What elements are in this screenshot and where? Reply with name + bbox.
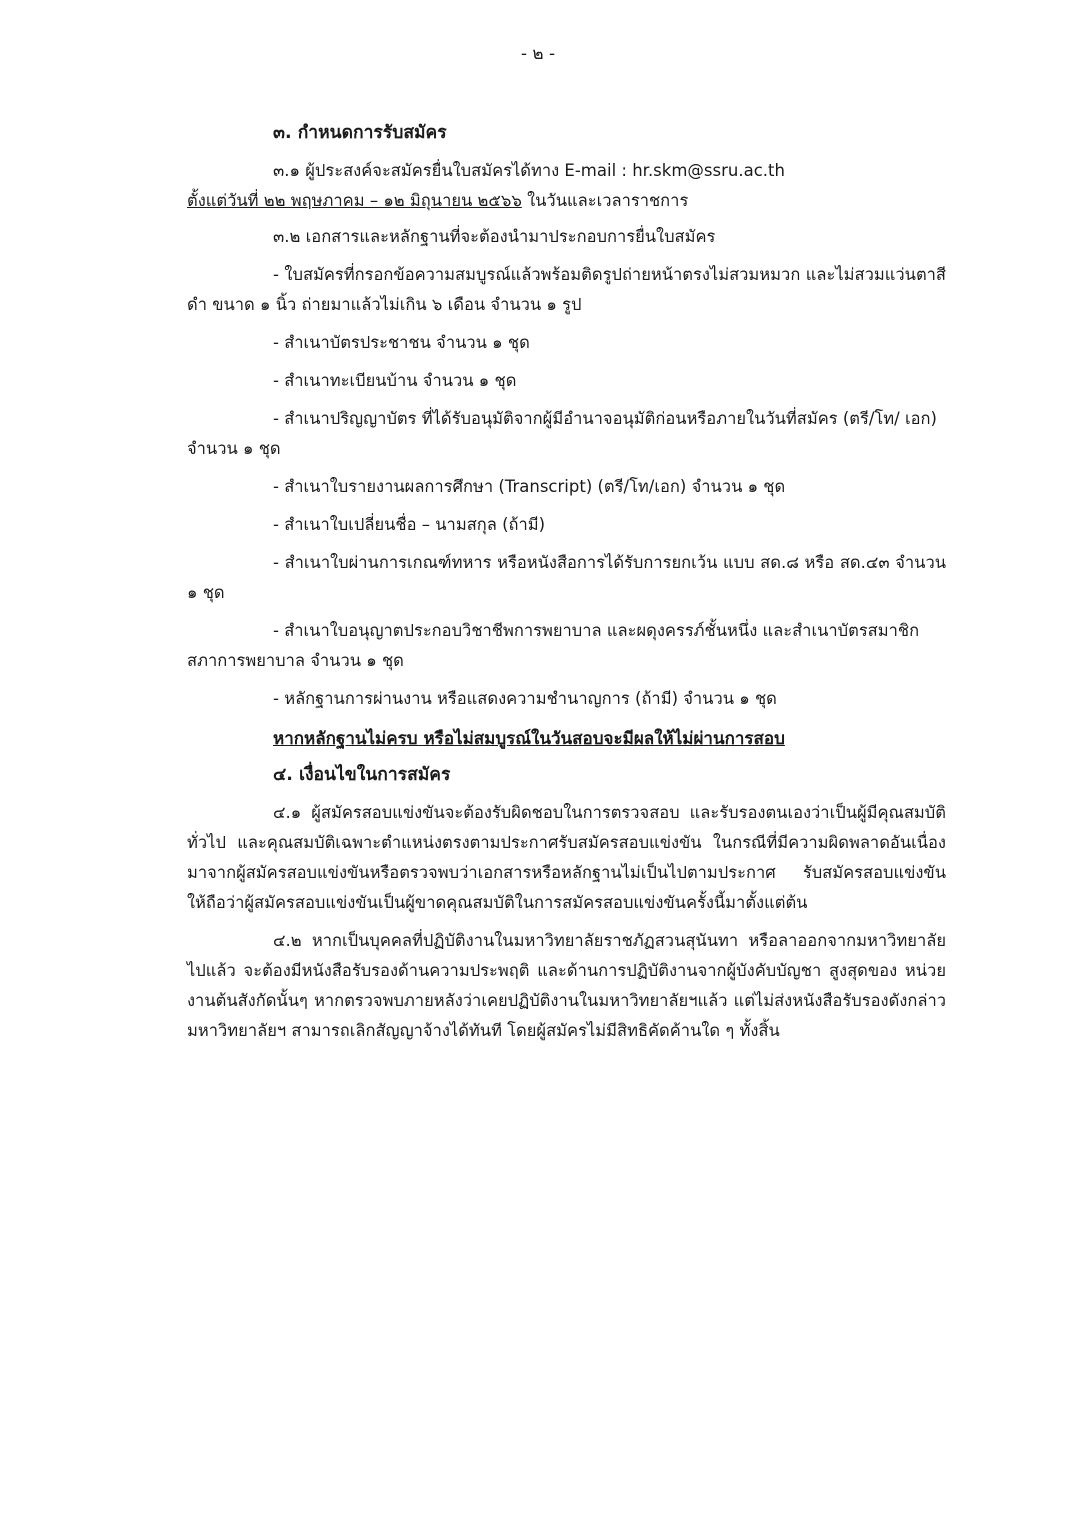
document-item-6: - สำเนาใบเปลี่ยนชื่อ – นามสกุล (ถ้ามี) — [273, 515, 546, 534]
document-item-5: - สำเนาใบรายงานผลการศึกษา (Transcript) (ตรี/โท/เอก) จำนวน ๑ ชุด — [273, 477, 786, 496]
application-dates: ตั้งแต่วันที่ ๒๒ พฤษภาคม – ๑๒ มิถุนายน ๒๕๖๖ — [187, 191, 522, 210]
section-3-heading: ๓. กำหนดการรับสมัคร — [273, 123, 447, 143]
item-3-2-text: ๓.๒ เอกสารและหลักฐานที่จะต้องนำมาประกอบการยื่นใบสมัคร — [273, 227, 716, 246]
page-number: - ๒ - — [520, 44, 556, 64]
document-item-1: - ใบสมัครที่กรอกข้อความสมบูรณ์แล้วพร้อมติดรูปถ่ายหน้าตรงไม่สวมหมวก และไม่สวมแว่นตาสีดำ ขนาด ๑ นิ้ว ถ่ายมาแล้วไม่เกิน ๖ เดือน จำนวน ๑ รูป — [187, 265, 946, 314]
document-item-4: - สำเนาปริญญาบัตร ที่ได้รับอนุมัติจากผู้มีอำนาจอนุมัติก่อนหรือภายในวันที่สมัคร (ตรี/โท/ เอก) จำนวน ๑ ชุด — [187, 409, 937, 458]
application-time: ในวันและเวลาราชการ — [521, 191, 689, 210]
document-item-8: - สำเนาใบอนุญาตประกอบวิชาชีพการพยาบาล และผดุงครรภ์ชั้นหนึ่ง และสำเนาบัตรสมาชิก สภาการพยาบาล จำนวน ๑ ชุด — [187, 621, 920, 670]
document-body — [187, 118, 946, 1046]
document-item-2: - สำเนาบัตรประชาชน จำนวน ๑ ชุด — [273, 333, 530, 352]
item-4-2-text: ๔.๒ หากเป็นบุคคลที่ปฏิบัติงานในมหาวิทยาลัยราชภัฏสวนสุนันทา หรือลาออกจากมหาวิทยาลัยไปแล้ว จะต้องมีหนังสือรับรองด้านความประพฤติ และด้านการปฏิบัติงานจากผู้บังคับบัญชา สูงสุดของ หน่วยงานต้นสังกัดนั้นๆ หากตรวจพบภายหลังว่าเคยปฏิบัติงานในมหาวิทยาลัยฯแล้ว แต่ไม่ส่งหนังสือรับรองดังกล่าว มหาวิทยาลัยฯ สามารถเลิกสัญญาจ้างได้ทันที โดยผู้สมัครไม่มีสิทธิคัดค้านใด ๆ ทั้งสิ้น — [187, 931, 946, 1040]
document-item-9: - หลักฐานการผ่านงาน หรือแสดงความชำนาญการ (ถ้ามี) จำนวน ๑ ชุด — [273, 689, 777, 708]
document-item-3: - สำเนาทะเบียนบ้าน จำนวน ๑ ชุด — [273, 371, 517, 390]
item-3-1-text: ๓.๑ ผู้ประสงค์จะสมัครยื่นใบสมัครได้ทาง E-mail : hr.skm@ssru.ac.th — [273, 161, 785, 180]
item-4-1-text: ๔.๑ ผู้สมัครสอบแข่งขันจะต้องรับผิดชอบในการตรวจสอบ และรับรองตนเองว่าเป็นผู้มีคุณสมบัติทั่วไป และคุณสมบัติเฉพาะตำแหน่งตรงตามประกาศรับสมัครสอบแข่งขัน ในกรณีที่มีความผิดพลาดอันเนื่องมาจากผู้สมัครสอบแข่งขันหรือตรวจพบว่าเอกสารหรือหลักฐานไม่เป็นไปตามประกาศ รับสมัครสอบแข่งขัน ให้ถือว่าผู้สมัครสอบแข่งขันเป็นผู้ขาดคุณสมบัติในการสมัครสอบแข่งขันครั้งนี้มาตั้งแต่ต้น — [187, 803, 946, 912]
section-4-heading: ๔. เงื่อนไขในการสมัคร — [273, 765, 451, 785]
document-item-7: - สำเนาใบผ่านการเกณฑ์ทหาร หรือหนังสือการได้รับการยกเว้น แบบ สด.๘ หรือ สด.๔๓ จำนวน ๑ ชุด — [187, 553, 946, 602]
item-3-1-period — [187, 186, 946, 216]
incomplete-documents-warning: หากหลักฐานไม่ครบ หรือไม่สมบูรณ์ในวันสอบจะมีผลให้ไม่ผ่านการสอบ — [273, 729, 785, 749]
